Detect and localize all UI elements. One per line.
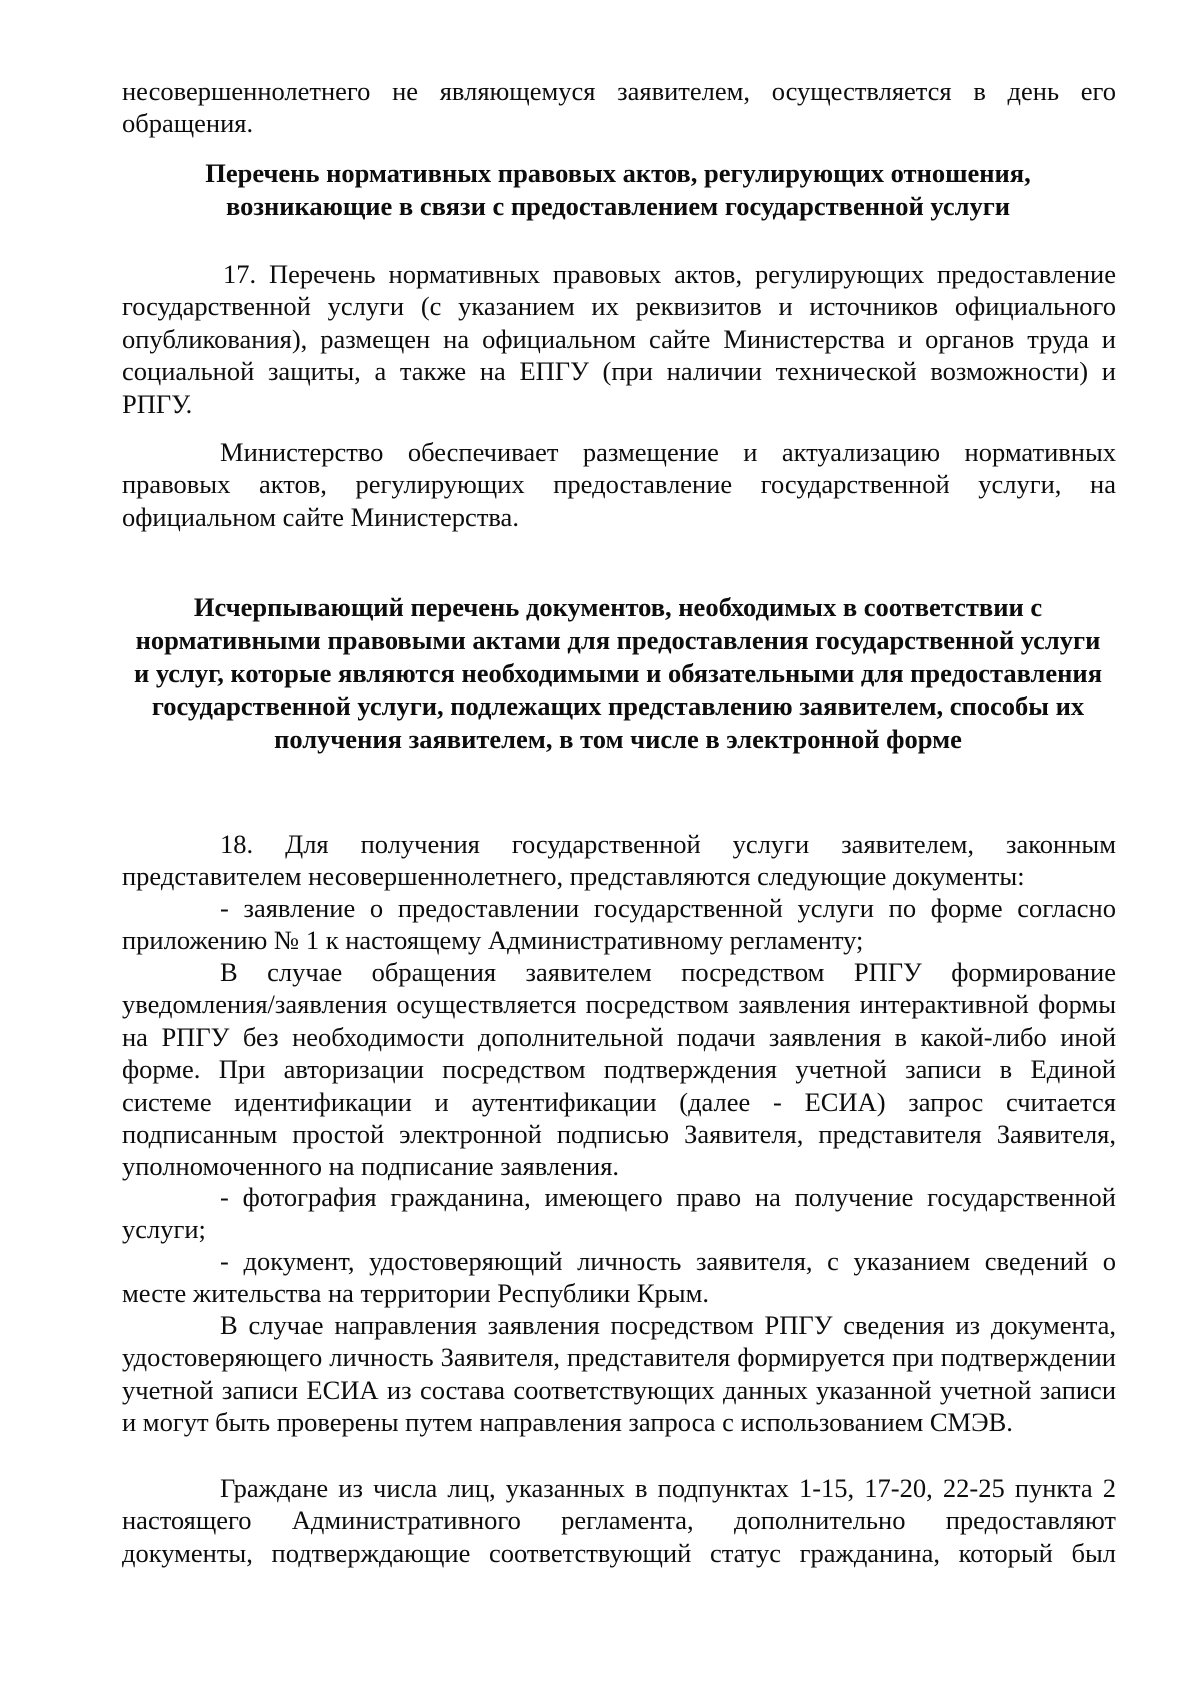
paragraph-17-ministry: Министерство обеспечивает размещение и актуализацию нормативных правовых актов, регулирующих предоставление государственной услуги, на официальном сайте Министерства. (122, 437, 1116, 532)
section-heading-regulatory-acts: Перечень нормативных правовых актов, регулирующих отношения, возникающие в связи с предоставлением государственной услуги (205, 158, 1031, 221)
paragraph-18: 18. Для получения государственной услуги заявителем, законным представителем несовершеннолетнего, представляются следующие документы: (122, 829, 1116, 892)
paragraph-citizens-status: Граждане из числа лиц, указанных в подпунктах 1-15, 17-20, 22-25 пункта 2 настоящего Административного регламента, дополнительно предоставляют документы, подтверждающие соответствующий статус гражданина, который был (122, 1473, 1116, 1568)
list-item-application: - заявление о предоставлении государственной услуги по форме согласно приложению № 1 к настоящему Административному регламенту; (122, 893, 1116, 956)
paragraph-17: 17. Перечень нормативных правовых актов, регулирующих предоставление государственной услуги (с указанием их реквизитов и источников официального опубликования), размещен на официальном сайте Министерства и органов труда и социальной защиты, а также на ЕПГУ (при наличии технической возможности) и РПГУ. (122, 259, 1116, 419)
list-item-identity-document: - документ, удостоверяющий личность заявителя, с указанием сведений о месте жительства на территории Республики Крым. (122, 1246, 1116, 1309)
section-heading-documents-list: Исчерпывающий перечень документов, необходимых в соответствии с нормативными правовыми актами для предоставления государственной услуги и услуг, которые являются необходимыми и обязательными для предоставления государственной услуги, подлежащих представлению заявителем, способы их получения заявителем, в том числе в электронной форме (133, 592, 1103, 754)
carryover-paragraph: несовершеннолетнего не являющемуся заявителем, осуществляется в день его обращения. (122, 76, 1116, 139)
list-item-photo: - фотография гражданина, имеющего право на получение государственной услуги; (122, 1182, 1116, 1245)
paragraph-rpgu-application: В случае обращения заявителем посредством РПГУ формирование уведомления/заявления осуществляется посредством заявления интерактивной формы на РПГУ без необходимости дополнительной подачи заявления в какой-либо иной форме. При авторизации посредством подтверждения учетной записи в Единой системе идентификации и аутентификации (далее - ЕСИА) запрос считается подписанным простой электронной подписью Заявителя, представителя Заявителя, уполномоченного на подписание заявления. (122, 957, 1116, 1182)
paragraph-esia-data: В случае направления заявления посредством РПГУ сведения из документа, удостоверяющего личность Заявителя, представителя формируется при подтверждении учетной записи ЕСИА из состава соответствующих данных указанной учетной записи и могут быть проверены путем направления запроса с использованием СМЭВ. (122, 1310, 1116, 1438)
